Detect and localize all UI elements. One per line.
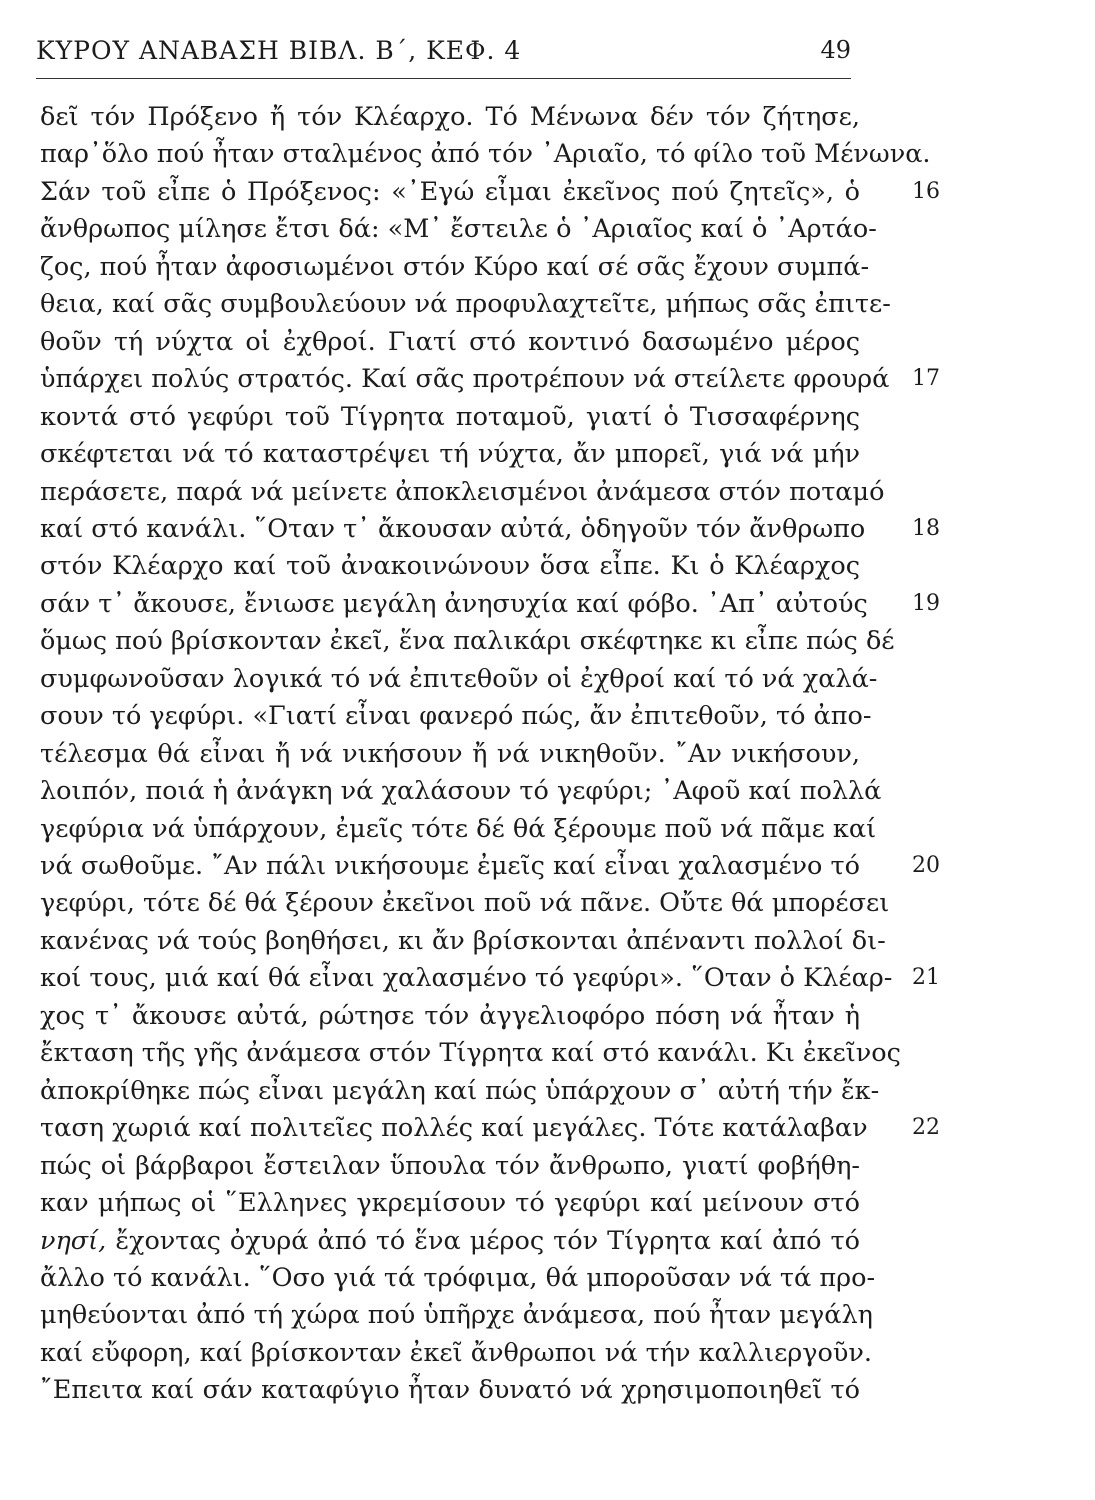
- line-text: περάσετε, παρά νά μείνετε ἀποκλεισμένοι ἀνάμεσα στόν ποταμό: [40, 477, 885, 507]
- line-text: τέλεσμα θά εἶναι ἤ νά νικήσουν ἤ νά νικηθοῦν. ῎Αν νικήσουν,: [40, 739, 860, 769]
- text-line: [40, 439, 860, 469]
- text-line: [40, 214, 877, 244]
- text-line: [40, 1113, 868, 1143]
- line-text: χος τ᾿ ἄκουσε αὐτά, ρώτησε τόν ἀγγελιοφόρο πόση νά ἦταν ἡ: [40, 1001, 860, 1031]
- text-line: [40, 1076, 880, 1106]
- line-text: ἔχοντας ὀχυρά ἀπό τό ἕνα μέρος τόν Τίγρητα καί ἀπό τό: [106, 1226, 860, 1256]
- text-line: [40, 102, 860, 132]
- line-text: ἔκταση τῆς γῆς ἀνάμεσα στόν Τίγρητα καί στό κανάλι. Κι ἐκεῖνος: [40, 1038, 901, 1068]
- text-line: [40, 776, 882, 806]
- line-text: σκέφτεται νά τό καταστρέψει τή νύχτα, ἄν μπορεῖ, γιά νά μήν: [40, 439, 860, 469]
- text-line: [40, 1300, 873, 1330]
- section-number: 21: [912, 965, 940, 990]
- line-text: παρ᾿ὅλο πού ἦταν σταλμένος ἀπό τόν ᾿Αριαῖο, τό φίλο τοῦ Μένωνα.: [40, 139, 931, 169]
- text-line: [40, 1151, 860, 1181]
- line-text: ἀποκρίθηκε πώς εἶναι μεγάλη καί πώς ὑπάρχουν σ᾿ αὐτή τήν ἔκ-: [40, 1076, 880, 1106]
- line-text: δεῖ τόν Πρόξενο ἤ τόν Κλέαρχο. Τό Μένωνα δέν τόν ζήτησε,: [40, 102, 860, 132]
- text-line: [40, 364, 890, 394]
- line-text: λοιπόν, ποιά ἡ ἀνάγκη νά χαλάσουν τό γεφύρι; ᾿Αφοῦ καί πολλά: [40, 776, 882, 806]
- text-line: [40, 1375, 860, 1405]
- section-number: 20: [912, 853, 940, 878]
- text-line: [40, 963, 893, 993]
- line-text: ταση χωριά καί πολιτεῖες πολλές καί μεγάλες. Τότε κατάλαβαν: [40, 1113, 868, 1143]
- line-text: ἄλλο τό κανάλι. ῞Οσο γιά τά τρόφιμα, θά μποροῦσαν νά τά προ-: [40, 1263, 876, 1293]
- text-line: [40, 701, 872, 731]
- text-line: [40, 926, 886, 956]
- text-line: [40, 1038, 901, 1068]
- text-line: [40, 139, 931, 169]
- line-text: καν μήπως οἱ ῞Ελληνες γκρεμίσουν τό γεφύρι καί μείνουν στό: [40, 1188, 860, 1218]
- line-text: ὅμως πού βρίσκονταν ἐκεῖ, ἕνα παλικάρι σκέφτηκε κι εἶπε πώς δέ: [40, 626, 895, 656]
- line-text: ῎Επειτα καί σάν καταφύγιο ἦταν δυνατό νά χρησιμοποιηθεῖ τό: [40, 1375, 860, 1405]
- section-number: 22: [912, 1115, 940, 1140]
- line-text: ἄνθρωπος μίλησε ἔτσι δά: «Μ᾿ ἔστειλε ὁ ᾿Αριαῖος καί ὁ ᾿Αρτάο-: [40, 214, 877, 244]
- line-text: κοντά στό γεφύρι τοῦ Τίγρητα ποταμοῦ, γιατί ὁ Τισσαφέρνης: [40, 402, 860, 432]
- line-text: ζος, πού ἦταν ἀφοσιωμένοι στόν Κύρο καί σέ σᾶς ἔχουν συμπά-: [40, 252, 870, 282]
- line-text: κανένας νά τούς βοηθήσει, κι ἄν βρίσκονται ἀπέναντι πολλοί δι-: [40, 926, 886, 956]
- page-number: 49: [820, 36, 851, 64]
- italic-word: νησί,: [40, 1226, 107, 1256]
- text-line: [40, 664, 878, 694]
- line-text: κοί τους, μιά καί θά εἶναι χαλασμένο τό γεφύρι». ῞Οταν ὁ Κλέαρ-: [40, 963, 893, 993]
- text-line: [40, 1338, 872, 1368]
- line-text: μηθεύονται ἀπό τή χώρα πού ὑπῆρχε ἀνάμεσα, πού ἦταν μεγάλη: [40, 1300, 873, 1330]
- text-line: [40, 327, 860, 357]
- text-line: [40, 851, 860, 881]
- line-text: καί στό κανάλι. ῞Οταν τ᾿ ἄκουσαν αὐτά, ὁδηγοῦν τόν ἄνθρωπο: [40, 514, 866, 544]
- text-line: [40, 402, 860, 432]
- line-text: γεφύρι, τότε δέ θά ξέρουν ἐκεῖνοι ποῦ νά πᾶνε. Οὔτε θά μπορέσει: [40, 888, 890, 918]
- text-line: [40, 888, 890, 918]
- line-text: σουν τό γεφύρι. «Γιατί εἶναι φανερό πώς, ἄν ἐπιτεθοῦν, τό ἀπο-: [40, 701, 872, 731]
- section-number: 18: [912, 516, 940, 541]
- running-head: ΚΥΡΟΥ ΑΝΑΒΑΣΗ ΒΙΒΛ. Β΄, ΚΕΦ. 4: [36, 36, 522, 65]
- text-line: [40, 477, 885, 507]
- line-text: γεφύρια νά ὑπάρχουν, ἐμεῖς τότε δέ θά ξέρουμε ποῦ νά πᾶμε καί: [40, 814, 877, 844]
- page-header: [36, 36, 851, 72]
- text-line: [40, 589, 868, 619]
- header-rule: [36, 78, 851, 79]
- section-number: 19: [912, 591, 940, 616]
- line-text: θεια, καί σᾶς συμβουλεύουν νά προφυλαχτεῖτε, μήπως σᾶς ἐπιτε-: [40, 289, 891, 319]
- text-line: [40, 252, 870, 282]
- text-line: [40, 551, 860, 581]
- section-number: 16: [912, 179, 940, 204]
- line-text: θοῦν τή νύχτα οἱ ἐχθροί. Γιατί στό κοντινό δασωμένο μέρος: [40, 327, 860, 357]
- line-text: πώς οἱ βάρβαροι ἔστειλαν ὕπουλα τόν ἄνθρωπο, γιατί φοβήθη-: [40, 1151, 860, 1181]
- text-line: [40, 1188, 860, 1218]
- text-line: [40, 1226, 860, 1256]
- text-line: [40, 1001, 860, 1031]
- text-line: [40, 289, 891, 319]
- line-text: Σάν τοῦ εἶπε ὁ Πρόξενος: «᾿Εγώ εἶμαι ἐκεῖνος πού ζητεῖς», ὁ: [40, 177, 860, 207]
- line-text: στόν Κλέαρχο καί τοῦ ἀνακοινώνουν ὅσα εἶπε. Κι ὁ Κλέαρχος: [40, 551, 860, 581]
- text-line: [40, 177, 860, 207]
- line-text: νά σωθοῦμε. ῎Αν πάλι νικήσουμε ἐμεῖς καί εἶναι χαλασμένο τό: [40, 851, 860, 881]
- text-line: [40, 814, 877, 844]
- text-line: [40, 626, 895, 656]
- section-number: 17: [912, 366, 940, 391]
- line-text: σάν τ᾿ ἄκουσε, ἔνιωσε μεγάλη ἀνησυχία καί φόβο. ᾿Απ᾿ αὐτούς: [40, 589, 868, 619]
- text-line: [40, 514, 866, 544]
- line-text: ὑπάρχει πολύς στρατός. Καί σᾶς προτρέπουν νά στείλετε φρουρά: [40, 364, 890, 394]
- line-text: καί εὔφορη, καί βρίσκονταν ἐκεῖ ἄνθρωποι νά τήν καλλιεργοῦν.: [40, 1338, 872, 1368]
- line-text: συμφωνοῦσαν λογικά τό νά ἐπιτεθοῦν οἱ ἐχθροί καί τό νά χαλά-: [40, 664, 878, 694]
- text-line: [40, 1263, 876, 1293]
- text-line: [40, 739, 860, 769]
